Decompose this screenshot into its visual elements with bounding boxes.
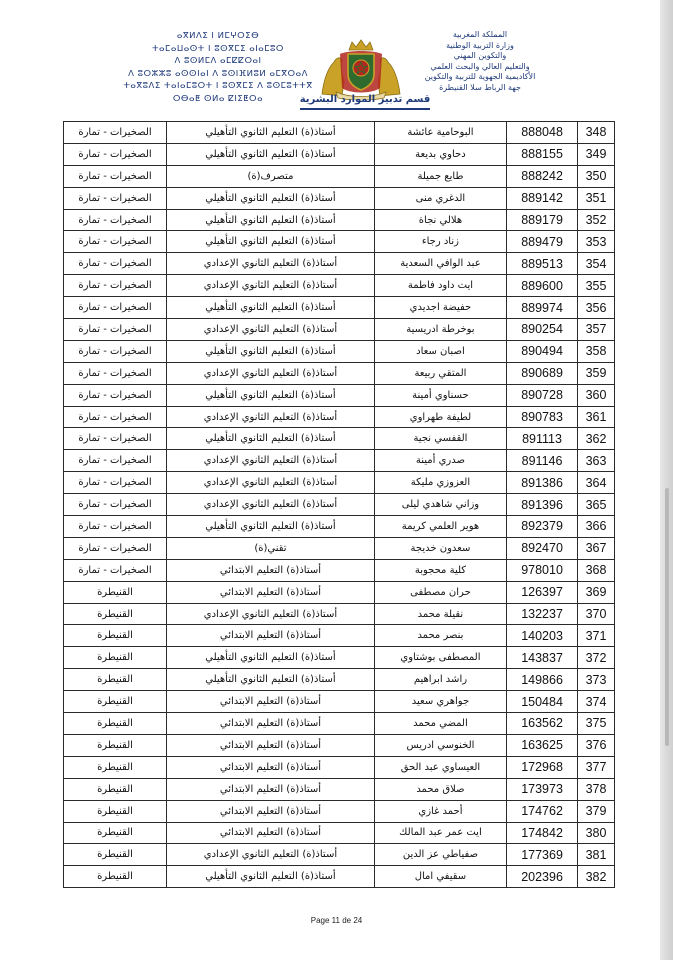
row-number-cell: 367 bbox=[578, 537, 615, 559]
employee-grade-cell: أستاذ(ة) التعليم الابتدائي bbox=[167, 734, 375, 756]
employee-name-cell: دحاوي بديعة bbox=[374, 143, 506, 165]
employee-id-cell: 889600 bbox=[507, 275, 578, 297]
employee-location-cell: الصخيرات - تمارة bbox=[64, 319, 167, 341]
employee-name-cell: جواهري سعيد bbox=[374, 691, 506, 713]
employee-id-cell: 889179 bbox=[507, 209, 578, 231]
employee-id-cell: 173973 bbox=[507, 778, 578, 800]
employee-location-cell: الصخيرات - تمارة bbox=[64, 559, 167, 581]
employee-id-cell: 143837 bbox=[507, 647, 578, 669]
employee-name-cell: وزاني شاهدي ليلى bbox=[374, 494, 506, 516]
row-number-cell: 349 bbox=[578, 143, 615, 165]
employee-id-cell: 177369 bbox=[507, 844, 578, 866]
row-number-cell: 364 bbox=[578, 472, 615, 494]
employee-name-cell: القفسي نجية bbox=[374, 428, 506, 450]
table-row bbox=[64, 822, 615, 844]
employee-name-cell: هلالي نجاة bbox=[374, 209, 506, 231]
row-number-cell: 375 bbox=[578, 713, 615, 735]
row-number-cell: 353 bbox=[578, 231, 615, 253]
table-row bbox=[64, 734, 615, 756]
employee-grade-cell: أستاذ(ة) التعليم الثانوي التأهيلي bbox=[167, 209, 375, 231]
employee-name-cell: اصبان سعاد bbox=[374, 340, 506, 362]
employee-name-cell: صدري أمينة bbox=[374, 450, 506, 472]
table-row bbox=[64, 559, 615, 581]
employee-grade-cell: أستاذ(ة) التعليم الثانوي الإعدادي bbox=[167, 472, 375, 494]
employee-location-cell: الصخيرات - تمارة bbox=[64, 231, 167, 253]
table-row bbox=[64, 209, 615, 231]
employee-name-cell: بوخرطة ادريسية bbox=[374, 319, 506, 341]
table-row bbox=[64, 319, 615, 341]
employee-grade-cell: أستاذ(ة) التعليم الثانوي التأهيلي bbox=[167, 231, 375, 253]
table-row bbox=[64, 428, 615, 450]
employee-id-cell: 888155 bbox=[507, 143, 578, 165]
employee-location-cell: الصخيرات - تمارة bbox=[64, 165, 167, 187]
employee-id-cell: 890689 bbox=[507, 362, 578, 384]
table-row bbox=[64, 669, 615, 691]
table-row bbox=[64, 187, 615, 209]
employee-id-cell: 888048 bbox=[507, 122, 578, 144]
employee-location-cell: الصخيرات - تمارة bbox=[64, 209, 167, 231]
employee-location-cell: القنيطرة bbox=[64, 581, 167, 603]
employee-location-cell: الصخيرات - تمارة bbox=[64, 384, 167, 406]
employee-location-cell: الصخيرات - تمارة bbox=[64, 428, 167, 450]
employee-name-cell: طايع جميلة bbox=[374, 165, 506, 187]
employee-name-cell: حران مصطفى bbox=[374, 581, 506, 603]
table-row bbox=[64, 691, 615, 713]
header-arabic-line: والتكوين المهني bbox=[453, 51, 507, 60]
header-tifinagh-line: ⴷ ⵓⵙⵍⵎⴷ ⴰⵎⵇⵇⵔⴰⵏ bbox=[174, 56, 262, 66]
table-row bbox=[64, 778, 615, 800]
employee-grade-cell: أستاذ(ة) التعليم الثانوي الإعدادي bbox=[167, 450, 375, 472]
employee-id-cell: 890728 bbox=[507, 384, 578, 406]
employee-location-cell: الصخيرات - تمارة bbox=[64, 494, 167, 516]
row-number-cell: 366 bbox=[578, 516, 615, 538]
employee-name-cell: أحمد غازي bbox=[374, 800, 506, 822]
table-row bbox=[64, 494, 615, 516]
employee-grade-cell: أستاذ(ة) التعليم الثانوي الإعدادي bbox=[167, 253, 375, 275]
employee-grade-cell: أستاذ(ة) التعليم الثانوي الإعدادي bbox=[167, 603, 375, 625]
employee-location-cell: القنيطرة bbox=[64, 603, 167, 625]
table-row bbox=[64, 756, 615, 778]
employee-id-cell: 889142 bbox=[507, 187, 578, 209]
table-row bbox=[64, 165, 615, 187]
employee-id-cell: 150484 bbox=[507, 691, 578, 713]
employee-location-cell: القنيطرة bbox=[64, 778, 167, 800]
header-tifinagh-line: ⴷ ⵓⵔⵣⵣⵓ ⴰⵙⵙⵏⴰⵏ ⴷ ⵓⵙⵏⴼⵍⵓⵍ ⴰⵎⴳⵔⴰⴷ bbox=[128, 68, 308, 79]
employee-location-cell: القنيطرة bbox=[64, 756, 167, 778]
table-row bbox=[64, 603, 615, 625]
employee-id-cell: 174842 bbox=[507, 822, 578, 844]
header-tifinagh-line: ⵜⴰⵎⴰⵡⴰⵙⵜ ⵏ ⵓⵙⴳⵎⵉ ⴰⵏⴰⵎⵓⵔ bbox=[152, 43, 284, 54]
employee-name-cell: البوحامية عائشة bbox=[374, 122, 506, 144]
moroccan-coat-of-arms-icon bbox=[318, 38, 404, 100]
employee-name-cell: ايت داود فاطمة bbox=[374, 275, 506, 297]
table-row bbox=[64, 647, 615, 669]
row-number-cell: 382 bbox=[578, 866, 615, 888]
employee-grade-cell: أستاذ(ة) التعليم الابتدائي bbox=[167, 756, 375, 778]
table-row bbox=[64, 275, 615, 297]
row-number-cell: 359 bbox=[578, 362, 615, 384]
row-number-cell: 371 bbox=[578, 625, 615, 647]
table-row bbox=[64, 362, 615, 384]
employee-name-cell: العزوزي مليكة bbox=[374, 472, 506, 494]
table-row bbox=[64, 143, 615, 165]
employee-name-cell: حسناوي أمينة bbox=[374, 384, 506, 406]
employee-grade-cell: أستاذ(ة) التعليم الثانوي التأهيلي bbox=[167, 340, 375, 362]
employee-name-cell: كلية محجوبة bbox=[374, 559, 506, 581]
employee-grade-cell: أستاذ(ة) التعليم الثانوي التأهيلي bbox=[167, 866, 375, 888]
employee-location-cell: الصخيرات - تمارة bbox=[64, 537, 167, 559]
employee-id-cell: 888242 bbox=[507, 165, 578, 187]
header-arabic-line: المملكة المغربية bbox=[452, 30, 508, 39]
row-number-cell: 378 bbox=[578, 778, 615, 800]
employee-location-cell: الصخيرات - تمارة bbox=[64, 516, 167, 538]
row-number-cell: 376 bbox=[578, 734, 615, 756]
employee-location-cell: الصخيرات - تمارة bbox=[64, 406, 167, 428]
table-row bbox=[64, 231, 615, 253]
staff-table bbox=[63, 121, 615, 888]
employee-id-cell: 132237 bbox=[507, 603, 578, 625]
row-number-cell: 360 bbox=[578, 384, 615, 406]
header-arabic-block bbox=[410, 30, 550, 93]
employee-id-cell: 174762 bbox=[507, 800, 578, 822]
employee-grade-cell: أستاذ(ة) التعليم الثانوي التأهيلي bbox=[167, 516, 375, 538]
table-row bbox=[64, 384, 615, 406]
employee-name-cell: سقيفي امال bbox=[374, 866, 506, 888]
employee-name-cell: راشد ابراهيم bbox=[374, 669, 506, 691]
row-number-cell: 357 bbox=[578, 319, 615, 341]
employee-id-cell: 891396 bbox=[507, 494, 578, 516]
row-number-cell: 379 bbox=[578, 800, 615, 822]
employee-location-cell: القنيطرة bbox=[64, 734, 167, 756]
employee-id-cell: 889479 bbox=[507, 231, 578, 253]
row-number-cell: 365 bbox=[578, 494, 615, 516]
row-number-cell: 370 bbox=[578, 603, 615, 625]
row-number-cell: 369 bbox=[578, 581, 615, 603]
header-tifinagh-line: ⵜⴰⴳⵓⴷⵉ ⵜⴰⵏⴰⵎⵓⵔⵜ ⵏ ⵓⵙⴳⵎⵉ ⴷ ⵓⵙⵎⵓⵜⵜⴳ bbox=[123, 81, 313, 91]
row-number-cell: 352 bbox=[578, 209, 615, 231]
employee-id-cell: 126397 bbox=[507, 581, 578, 603]
employee-grade-cell: أستاذ(ة) التعليم الثانوي التأهيلي bbox=[167, 669, 375, 691]
employee-grade-cell: أستاذ(ة) التعليم الابتدائي bbox=[167, 800, 375, 822]
employee-grade-cell: أستاذ(ة) التعليم الثانوي الإعدادي bbox=[167, 494, 375, 516]
table-row bbox=[64, 450, 615, 472]
employee-grade-cell: أستاذ(ة) التعليم الثانوي الإعدادي bbox=[167, 844, 375, 866]
employee-location-cell: الصخيرات - تمارة bbox=[64, 340, 167, 362]
table-row bbox=[64, 844, 615, 866]
employee-grade-cell: أستاذ(ة) التعليم الثانوي الإعدادي bbox=[167, 362, 375, 384]
row-number-cell: 355 bbox=[578, 275, 615, 297]
table-row bbox=[64, 297, 615, 319]
header-arabic-line: جهة الرباط سلا القنيطرة bbox=[439, 82, 521, 92]
table-row bbox=[64, 253, 615, 275]
row-number-cell: 381 bbox=[578, 844, 615, 866]
employee-grade-cell: أستاذ(ة) التعليم الثانوي التأهيلي bbox=[167, 143, 375, 165]
employee-name-cell: حفيضة اجديدي bbox=[374, 297, 506, 319]
row-number-cell: 368 bbox=[578, 559, 615, 581]
header-arabic-line: والتعليم العالي والبحث العلمي bbox=[430, 61, 530, 71]
employee-location-cell: الصخيرات - تمارة bbox=[64, 122, 167, 144]
employee-name-cell: زناد رجاء bbox=[374, 231, 506, 253]
employee-id-cell: 890494 bbox=[507, 340, 578, 362]
table-row bbox=[64, 122, 615, 144]
row-number-cell: 348 bbox=[578, 122, 615, 144]
row-number-cell: 361 bbox=[578, 406, 615, 428]
employee-id-cell: 149866 bbox=[507, 669, 578, 691]
department-underline bbox=[300, 108, 430, 110]
employee-name-cell: لطيفة طهراوي bbox=[374, 406, 506, 428]
employee-location-cell: الصخيرات - تمارة bbox=[64, 143, 167, 165]
employee-name-cell: هوير العلمي كريمة bbox=[374, 516, 506, 538]
employee-grade-cell: متصرف(ة) bbox=[167, 165, 375, 187]
employee-grade-cell: أستاذ(ة) التعليم الثانوي التأهيلي bbox=[167, 297, 375, 319]
employee-location-cell: القنيطرة bbox=[64, 669, 167, 691]
table-row bbox=[64, 866, 615, 888]
row-number-cell: 358 bbox=[578, 340, 615, 362]
employee-grade-cell: أستاذ(ة) التعليم الابتدائي bbox=[167, 559, 375, 581]
employee-id-cell: 892379 bbox=[507, 516, 578, 538]
employee-id-cell: 891386 bbox=[507, 472, 578, 494]
employee-id-cell: 890783 bbox=[507, 406, 578, 428]
employee-name-cell: العيساوي عبد الحق bbox=[374, 756, 506, 778]
employee-location-cell: الصخيرات - تمارة bbox=[64, 187, 167, 209]
employee-location-cell: الصخيرات - تمارة bbox=[64, 253, 167, 275]
employee-id-cell: 978010 bbox=[507, 559, 578, 581]
employee-id-cell: 140203 bbox=[507, 625, 578, 647]
employee-name-cell: الدغري منى bbox=[374, 187, 506, 209]
employee-location-cell: القنيطرة bbox=[64, 844, 167, 866]
employee-grade-cell: أستاذ(ة) التعليم الثانوي التأهيلي bbox=[167, 187, 375, 209]
employee-id-cell: 889513 bbox=[507, 253, 578, 275]
table-row bbox=[64, 800, 615, 822]
employee-grade-cell: أستاذ(ة) التعليم الثانوي التأهيلي bbox=[167, 647, 375, 669]
employee-location-cell: الصخيرات - تمارة bbox=[64, 362, 167, 384]
row-number-cell: 351 bbox=[578, 187, 615, 209]
employee-location-cell: الصخيرات - تمارة bbox=[64, 275, 167, 297]
employee-location-cell: القنيطرة bbox=[64, 800, 167, 822]
employee-id-cell: 163562 bbox=[507, 713, 578, 735]
employee-location-cell: القنيطرة bbox=[64, 866, 167, 888]
employee-id-cell: 892470 bbox=[507, 537, 578, 559]
employee-id-cell: 891113 bbox=[507, 428, 578, 450]
header-tifinagh-block bbox=[118, 30, 318, 105]
employee-id-cell: 202396 bbox=[507, 866, 578, 888]
employee-id-cell: 172968 bbox=[507, 756, 578, 778]
employee-name-cell: المتقي ربيعة bbox=[374, 362, 506, 384]
employee-grade-cell: أستاذ(ة) التعليم الابتدائي bbox=[167, 778, 375, 800]
employee-location-cell: القنيطرة bbox=[64, 691, 167, 713]
employee-name-cell: بنصر محمد bbox=[374, 625, 506, 647]
employee-grade-cell: أستاذ(ة) التعليم الابتدائي bbox=[167, 625, 375, 647]
employee-grade-cell: أستاذ(ة) التعليم الابتدائي bbox=[167, 691, 375, 713]
employee-grade-cell: أستاذ(ة) التعليم الثانوي الإعدادي bbox=[167, 275, 375, 297]
employee-name-cell: سعدون خديجة bbox=[374, 537, 506, 559]
employee-grade-cell: أستاذ(ة) التعليم الابتدائي bbox=[167, 581, 375, 603]
table-row bbox=[64, 713, 615, 735]
row-number-cell: 373 bbox=[578, 669, 615, 691]
table-row bbox=[64, 581, 615, 603]
employee-name-cell: ايت عمر عبد المالك bbox=[374, 822, 506, 844]
row-number-cell: 350 bbox=[578, 165, 615, 187]
employee-name-cell: صلاق محمد bbox=[374, 778, 506, 800]
employee-name-cell: المصطفى بوشتاوي bbox=[374, 647, 506, 669]
table-row bbox=[64, 472, 615, 494]
employee-location-cell: القنيطرة bbox=[64, 822, 167, 844]
table-row bbox=[64, 625, 615, 647]
employee-grade-cell: أستاذ(ة) التعليم الثانوي الإعدادي bbox=[167, 319, 375, 341]
row-number-cell: 372 bbox=[578, 647, 615, 669]
employee-name-cell: الخنوسي ادريس bbox=[374, 734, 506, 756]
employee-id-cell: 891146 bbox=[507, 450, 578, 472]
employee-id-cell: 890254 bbox=[507, 319, 578, 341]
row-number-cell: 356 bbox=[578, 297, 615, 319]
header-arabic-line: الأكاديمية الجهوية للتربية والتكوين bbox=[424, 72, 536, 81]
department-title: قسم تدبير الموارد البشرية bbox=[299, 94, 431, 105]
row-number-cell: 362 bbox=[578, 428, 615, 450]
table-row bbox=[64, 340, 615, 362]
employee-location-cell: القنيطرة bbox=[64, 647, 167, 669]
row-number-cell: 374 bbox=[578, 691, 615, 713]
employee-grade-cell: أستاذ(ة) التعليم الابتدائي bbox=[167, 822, 375, 844]
employee-location-cell: الصخيرات - تمارة bbox=[64, 472, 167, 494]
employee-grade-cell: أستاذ(ة) التعليم الثانوي التأهيلي bbox=[167, 122, 375, 144]
employee-location-cell: الصخيرات - تمارة bbox=[64, 450, 167, 472]
row-number-cell: 380 bbox=[578, 822, 615, 844]
staff-table-body bbox=[64, 122, 615, 888]
employee-grade-cell: أستاذ(ة) التعليم الابتدائي bbox=[167, 713, 375, 735]
table-row bbox=[64, 406, 615, 428]
employee-name-cell: عبد الوافي السعدية bbox=[374, 253, 506, 275]
employee-name-cell: صفياطي عز الدين bbox=[374, 844, 506, 866]
employee-id-cell: 163625 bbox=[507, 734, 578, 756]
employee-grade-cell: تقني(ة) bbox=[167, 537, 375, 559]
row-number-cell: 354 bbox=[578, 253, 615, 275]
header-arabic-line: وزارة التربية الوطنية bbox=[446, 40, 514, 50]
employee-location-cell: القنيطرة bbox=[64, 713, 167, 735]
table-row bbox=[64, 516, 615, 538]
header-tifinagh-line: ⴰⴳⵍⴷⵉ ⵏ ⵍⵎⵖⵔⵉⴱ bbox=[176, 31, 260, 41]
row-number-cell: 377 bbox=[578, 756, 615, 778]
table-row bbox=[64, 537, 615, 559]
employee-grade-cell: أستاذ(ة) التعليم الثانوي التأهيلي bbox=[167, 428, 375, 450]
employee-grade-cell: أستاذ(ة) التعليم الثانوي التأهيلي bbox=[167, 384, 375, 406]
row-number-cell: 363 bbox=[578, 450, 615, 472]
employee-id-cell: 889974 bbox=[507, 297, 578, 319]
employee-location-cell: القنيطرة bbox=[64, 625, 167, 647]
employee-grade-cell: أستاذ(ة) التعليم الثانوي الإعدادي bbox=[167, 406, 375, 428]
header-tifinagh-line: ⵔⴱⴰⵟ ⵙⵍⴰ ⵇⵏⵉⵟⵔⴰ bbox=[172, 93, 264, 104]
employee-name-cell: المضي محمد bbox=[374, 713, 506, 735]
employee-name-cell: نقيلة محمد bbox=[374, 603, 506, 625]
page-number: Page 11 de 24 bbox=[310, 916, 363, 925]
viewer-scroll-edge[interactable] bbox=[660, 0, 673, 960]
employee-location-cell: الصخيرات - تمارة bbox=[64, 297, 167, 319]
